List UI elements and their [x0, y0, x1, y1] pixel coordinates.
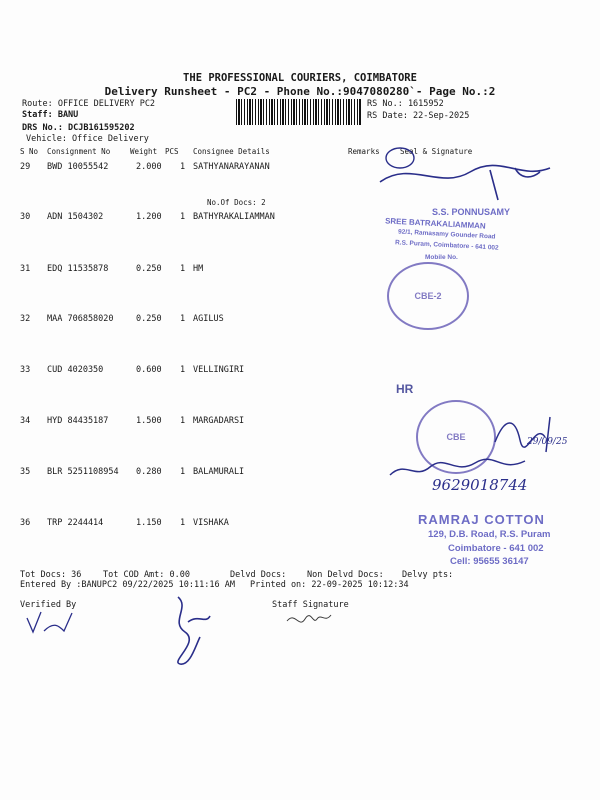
- ramraj-stamp-name: RAMRAJ COTTON: [418, 512, 545, 527]
- row-pcs: 1: [180, 416, 186, 426]
- round-seal-stamp: [387, 262, 469, 330]
- runsheet-title: Delivery Runsheet - PC2 - Phone No.:9047080280`- Page No.:2: [104, 85, 496, 98]
- ramraj-stamp-cell: Cell: 95655 36147: [450, 556, 529, 567]
- handwritten-date: 29/09/25: [527, 437, 568, 447]
- row-consignment: ADN 1504302: [47, 212, 104, 222]
- row-weight: 0.600: [136, 365, 162, 375]
- footer-delvd-docs: Delvd Docs:: [230, 570, 287, 580]
- row-consignee: BALAMURALI: [193, 467, 245, 477]
- staff-signature-mark: [284, 606, 334, 631]
- verified-by-signature: [22, 606, 82, 636]
- row-weight: 0.250: [136, 314, 162, 324]
- no-of-docs-note: No.Of Docs: 2: [207, 198, 266, 207]
- rs-number: RS No.: 1615952: [367, 99, 444, 109]
- row-weight: 1.500: [136, 416, 162, 426]
- handwritten-phone: 9629018744: [432, 476, 528, 494]
- stamp-ss-line2: 92/1, Ramasamy Gounder Road: [397, 228, 496, 241]
- row-sno: 34: [20, 416, 31, 426]
- row-pcs: 1: [180, 162, 186, 172]
- verified-signature-loop: [160, 592, 220, 667]
- row-sno: 30: [20, 212, 31, 222]
- row-pcs: 1: [180, 518, 186, 528]
- ramraj-stamp-address1: 129, D.B. Road, R.S. Puram: [428, 529, 551, 540]
- row-consignment: HYD 84435187: [47, 416, 109, 426]
- row-pcs: 1: [180, 314, 186, 324]
- row-consignee: BATHYRAKALIAMMAN: [193, 212, 275, 222]
- round-seal-text: CBE-2: [414, 291, 442, 301]
- col-weight: Weight: [130, 147, 158, 156]
- hr-mark: HR: [396, 382, 414, 396]
- verified-by-label: Verified By: [20, 600, 77, 610]
- col-sno: S No: [20, 147, 39, 156]
- footer-tot-docs: Tot Docs: 36: [20, 570, 82, 580]
- row-consignment: EDQ 11535878: [47, 264, 109, 274]
- row-sno: 33: [20, 365, 31, 375]
- row-sno: 32: [20, 314, 31, 324]
- stamp-ss-name: S.S. PONNUSAMY: [432, 207, 511, 217]
- col-consignment: Consignment No: [47, 147, 111, 156]
- footer-delvy-pts: Delvy pts:: [402, 570, 454, 580]
- row-consignment: MAA 706858020: [47, 314, 114, 324]
- col-seal-signature: Seal & Signature: [400, 147, 473, 156]
- signature-row34: [490, 412, 580, 457]
- stamp-ss-mobile: Mobile No.: [425, 254, 458, 261]
- rs-date: RS Date: 22-Sep-2025: [367, 111, 470, 121]
- row-consignee: HM: [193, 264, 204, 274]
- col-pcs: PCS: [165, 147, 179, 156]
- row-sno: 36: [20, 518, 31, 528]
- row-weight: 1.150: [136, 518, 162, 528]
- row-consignment: BLR 5251108954: [47, 467, 119, 477]
- footer-printed-on: Printed on: 22-09-2025 10:12:34: [250, 580, 409, 590]
- row-consignment: BWD 10055542: [47, 162, 109, 172]
- row-consignee: AGILUS: [193, 314, 224, 324]
- row-consignment: CUD 4020350: [47, 365, 104, 375]
- footer-tot-cod: Tot COD Amt: 0.00: [103, 570, 190, 580]
- company-name: THE PROFESSIONAL COURIERS, COIMBATORE: [183, 72, 417, 84]
- footer-entered-by: Entered By :BANUPC2 09/22/2025 10:11:16 AM: [20, 580, 235, 590]
- row-consignee: VELLINGIRI: [193, 365, 245, 375]
- route-label: Route: OFFICE DELIVERY PC2: [22, 99, 156, 109]
- signature-scribble-row29: [340, 150, 600, 200]
- col-remarks: Remarks: [348, 147, 380, 156]
- row-pcs: 1: [180, 212, 186, 222]
- row-consignee: MARGADARSI: [193, 416, 245, 426]
- row-consignment: TRP 2244414: [47, 518, 104, 528]
- stamp-ss-line1: SREE BATRAKALIAMMAN: [384, 216, 486, 231]
- row-pcs: 1: [180, 365, 186, 375]
- staff-label: Staff: BANU: [22, 110, 79, 120]
- row-pcs: 1: [180, 467, 186, 477]
- row-consignee: SATHYANARAYANAN: [193, 162, 270, 172]
- row-sno: 31: [20, 264, 31, 274]
- vehicle-label: Vehicle: Office Delivery: [26, 134, 149, 144]
- row-weight: 1.200: [136, 212, 162, 222]
- row-weight: 2.000: [136, 162, 162, 172]
- footer-non-delvd-docs: Non Delvd Docs:: [307, 570, 384, 580]
- staff-signature-label: Staff Signature: [272, 600, 349, 610]
- row-weight: 0.250: [136, 264, 162, 274]
- barcode: [236, 99, 362, 125]
- row-sno: 35: [20, 467, 31, 477]
- row-pcs: 1: [180, 264, 186, 274]
- cbe-stamp-text: CBE: [446, 432, 466, 442]
- ramraj-stamp-address2: Coimbatore - 641 002: [448, 543, 544, 554]
- row-sno: 29: [20, 162, 31, 172]
- stamp-ss-line3: R.S. Puram, Coimbatore - 641 002: [394, 239, 499, 252]
- col-consignee: Consignee Details: [193, 147, 270, 156]
- row-weight: 0.280: [136, 467, 162, 477]
- row-consignee: VISHAKA: [193, 518, 229, 528]
- drs-label: DRS No.: DCJB161595202: [22, 123, 135, 133]
